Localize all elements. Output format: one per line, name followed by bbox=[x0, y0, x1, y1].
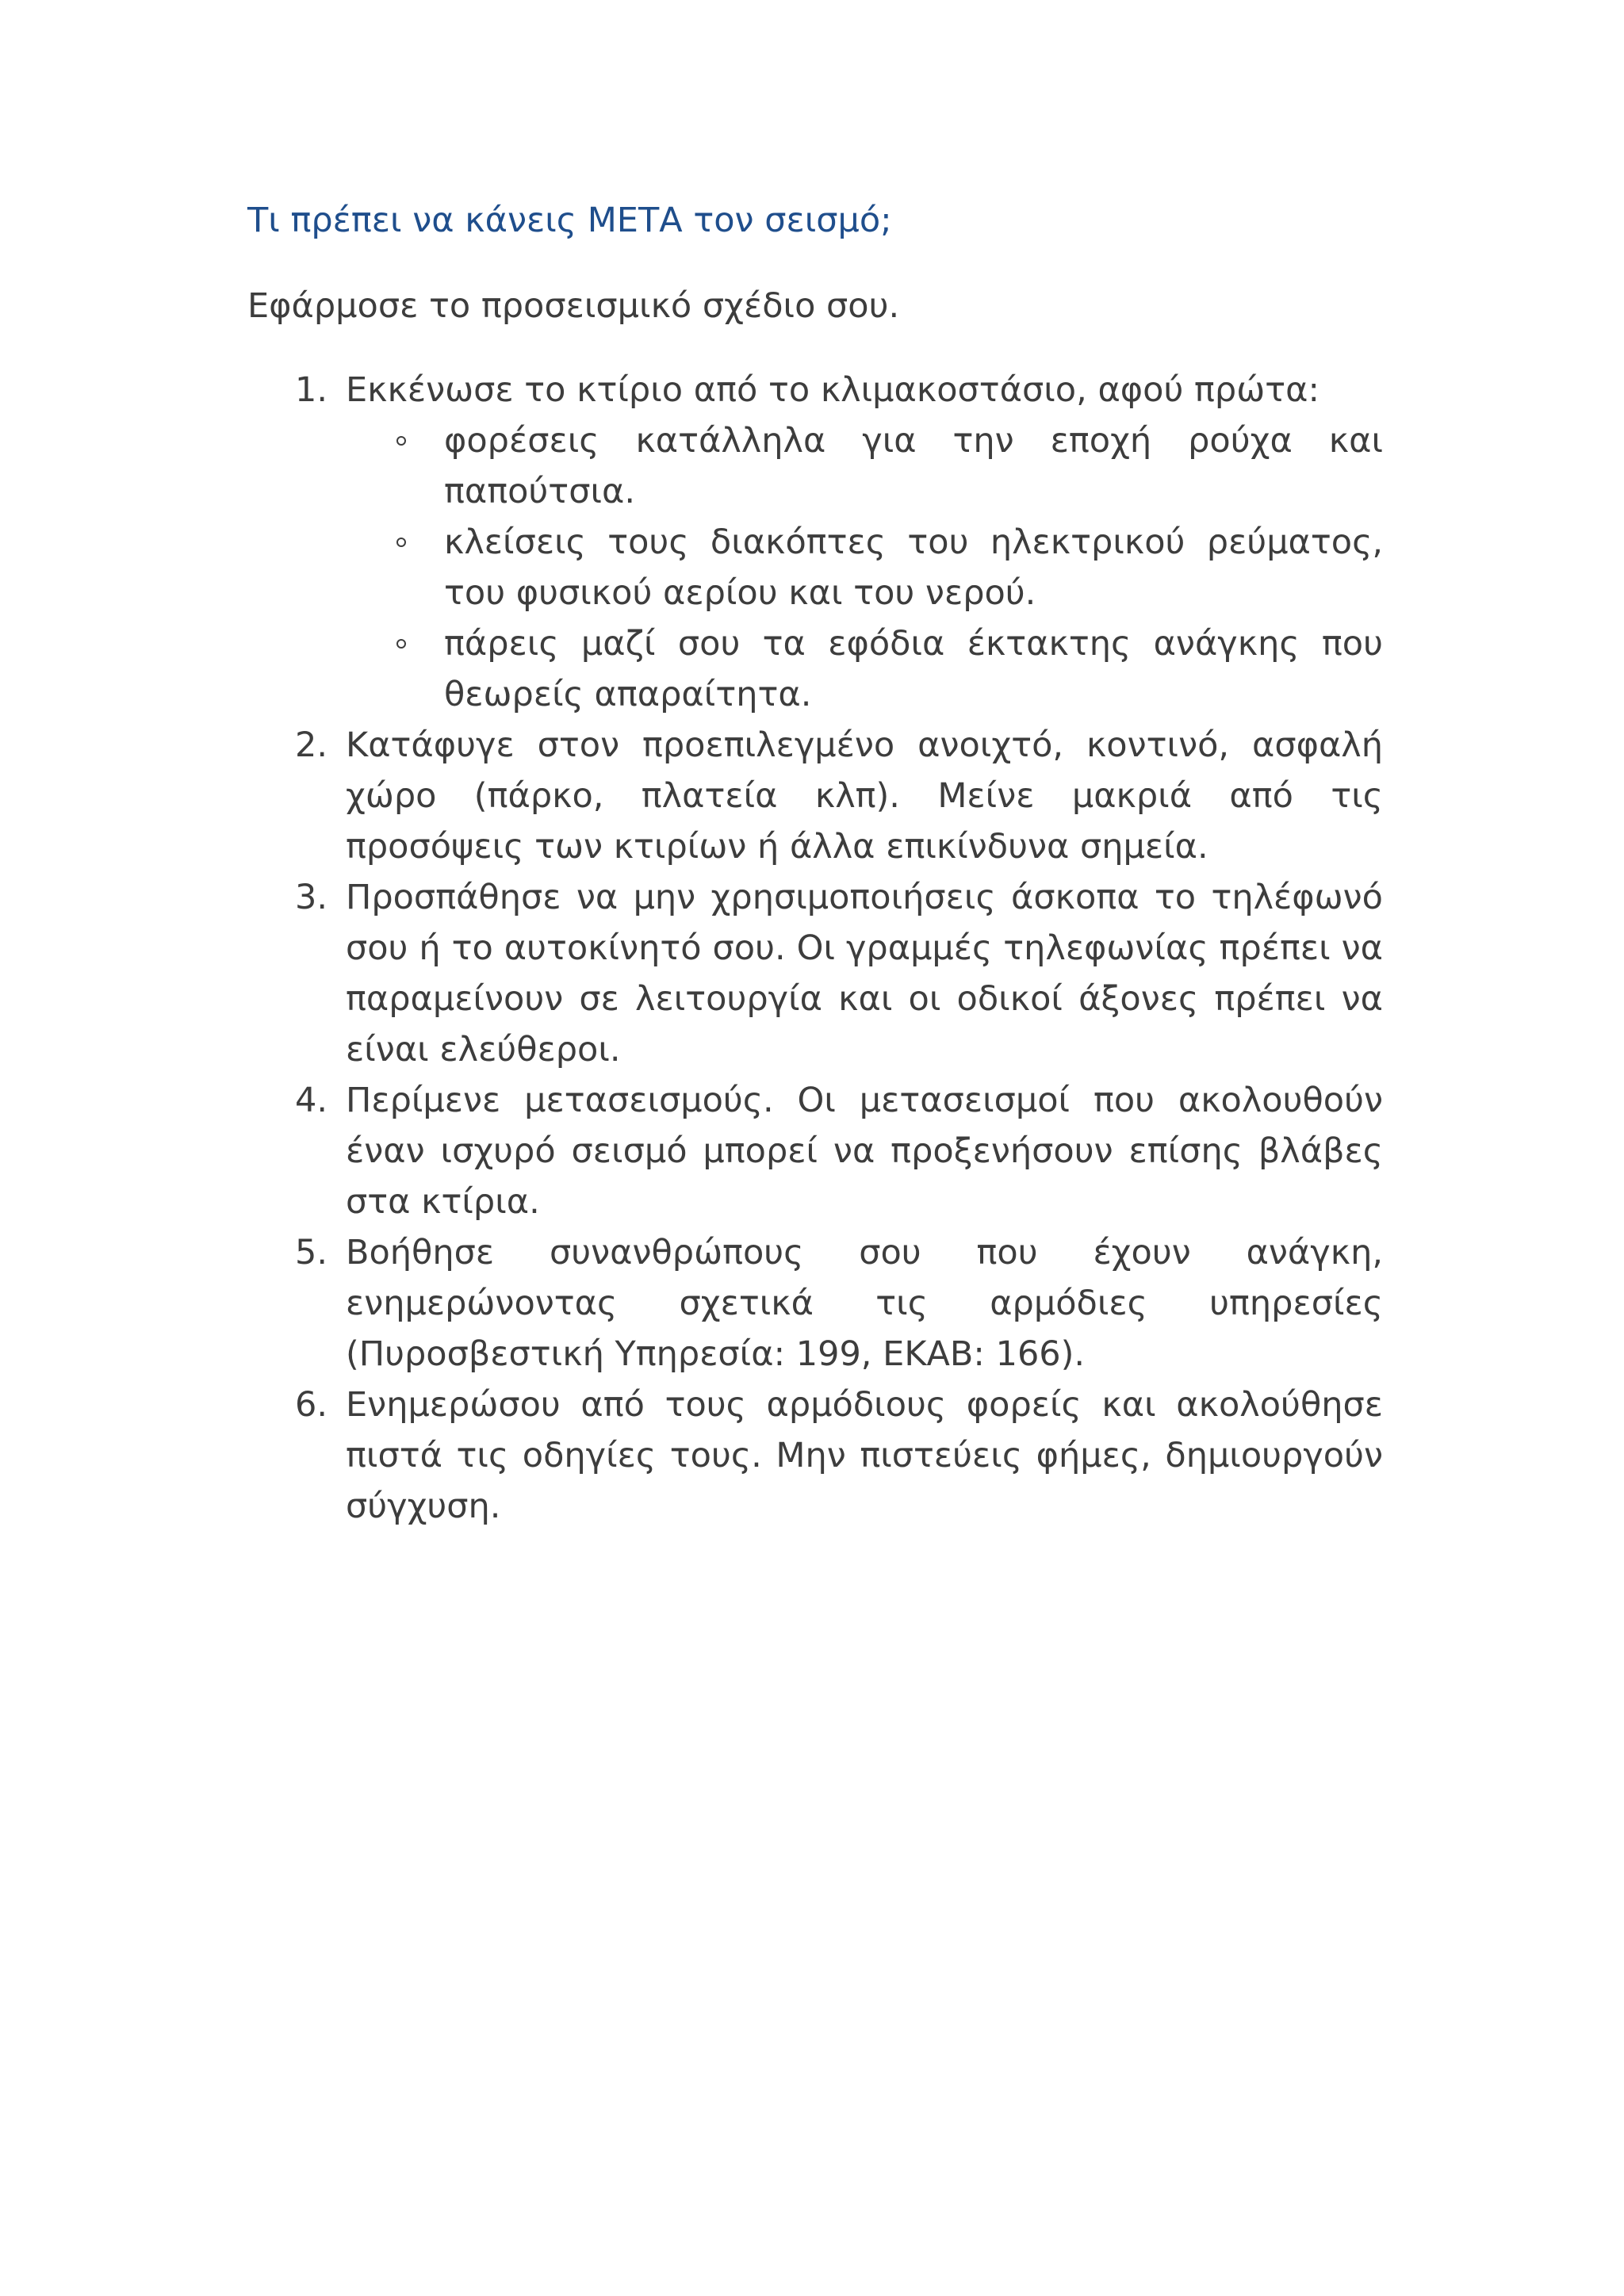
list-item bbox=[247, 720, 1383, 872]
hollow-bullet-icon bbox=[396, 639, 406, 649]
sub-list-item-text: φορέσεις κατάλληλα για την εποχή ρούχα και παπούτσια. bbox=[444, 421, 1383, 511]
list-item-text: Προσπάθησε να μην χρησιμοποιήσεις άσκοπα το τηλέφωνό σου ή το αυτοκίνητό σου. Οι γραμμές τηλεφωνίας πρέπει να παραμείνουν σε λειτουργία και οι οδικοί άξονες πρέπει να είναι ελεύθεροι. bbox=[346, 878, 1383, 1070]
sub-list-item-text: κλείσεις τους διακόπτες του ηλεκτρικού ρεύματος, του φυσικού αερίου και του νερού. bbox=[444, 522, 1383, 613]
hollow-bullet-icon bbox=[396, 436, 406, 446]
list-item-number: 6. bbox=[295, 1385, 328, 1425]
list-item-number: 4. bbox=[295, 1081, 328, 1120]
intro-paragraph: Εφάρμοσε το προσεισμικό σχέδιο σου. bbox=[247, 286, 900, 326]
list-item bbox=[247, 365, 1383, 720]
list-item-text: Κατάφυγε στον προεπιλεγμένο ανοιχτό, κοντινό, ασφαλή χώρο (πάρκο, πλατεία κλπ). Μείνε μακριά από τις προσόψεις των κτιρίων ή άλλα επικίνδυνα σημεία. bbox=[346, 725, 1383, 867]
list-item bbox=[247, 872, 1383, 1075]
sub-list-item bbox=[346, 618, 1383, 720]
list-item bbox=[247, 1075, 1383, 1227]
sub-list-item bbox=[346, 517, 1383, 618]
list-item bbox=[247, 1227, 1383, 1380]
section-heading: Τι πρέπει να κάνεις ΜΕΤΑ τον σεισμό; bbox=[247, 201, 892, 240]
steps-list bbox=[247, 365, 1383, 1532]
sub-list-item bbox=[346, 415, 1383, 517]
list-item-number: 1. bbox=[295, 370, 328, 410]
document-content bbox=[247, 195, 1383, 1532]
list-item bbox=[247, 1380, 1383, 1532]
list-item-text: Εκκένωσε το κτίριο από το κλιμακοστάσιο, αφού πρώτα: bbox=[346, 370, 1320, 410]
sub-list bbox=[346, 415, 1383, 720]
list-item-number: 3. bbox=[295, 878, 328, 917]
list-item-number: 2. bbox=[295, 725, 328, 765]
list-item-number: 5. bbox=[295, 1233, 328, 1272]
list-item-text: Βοήθησε συνανθρώπους σου που έχουν ανάγκη, ενημερώνοντας σχετικά τις αρμόδιες υπηρεσίες (Πυροσβεστική Υπηρεσία: 199, ΕΚΑΒ: 166). bbox=[346, 1233, 1383, 1374]
sub-list-item-text: πάρεις μαζί σου τα εφόδια έκτακτης ανάγκης που θεωρείς απαραίτητα. bbox=[444, 624, 1383, 714]
list-item-text: Ενημερώσου από τους αρμόδιους φορείς και ακολούθησε πιστά τις οδηγίες τους. Μην πιστεύεις φήμες, δημιουργούν σύγχυση. bbox=[346, 1385, 1383, 1526]
list-item-text: Περίμενε μετασεισμούς. Οι μετασεισμοί που ακολουθούν έναν ισχυρό σεισμό μπορεί να προξενήσουν επίσης βλάβες στα κτίρια. bbox=[346, 1081, 1383, 1222]
hollow-bullet-icon bbox=[396, 538, 406, 547]
